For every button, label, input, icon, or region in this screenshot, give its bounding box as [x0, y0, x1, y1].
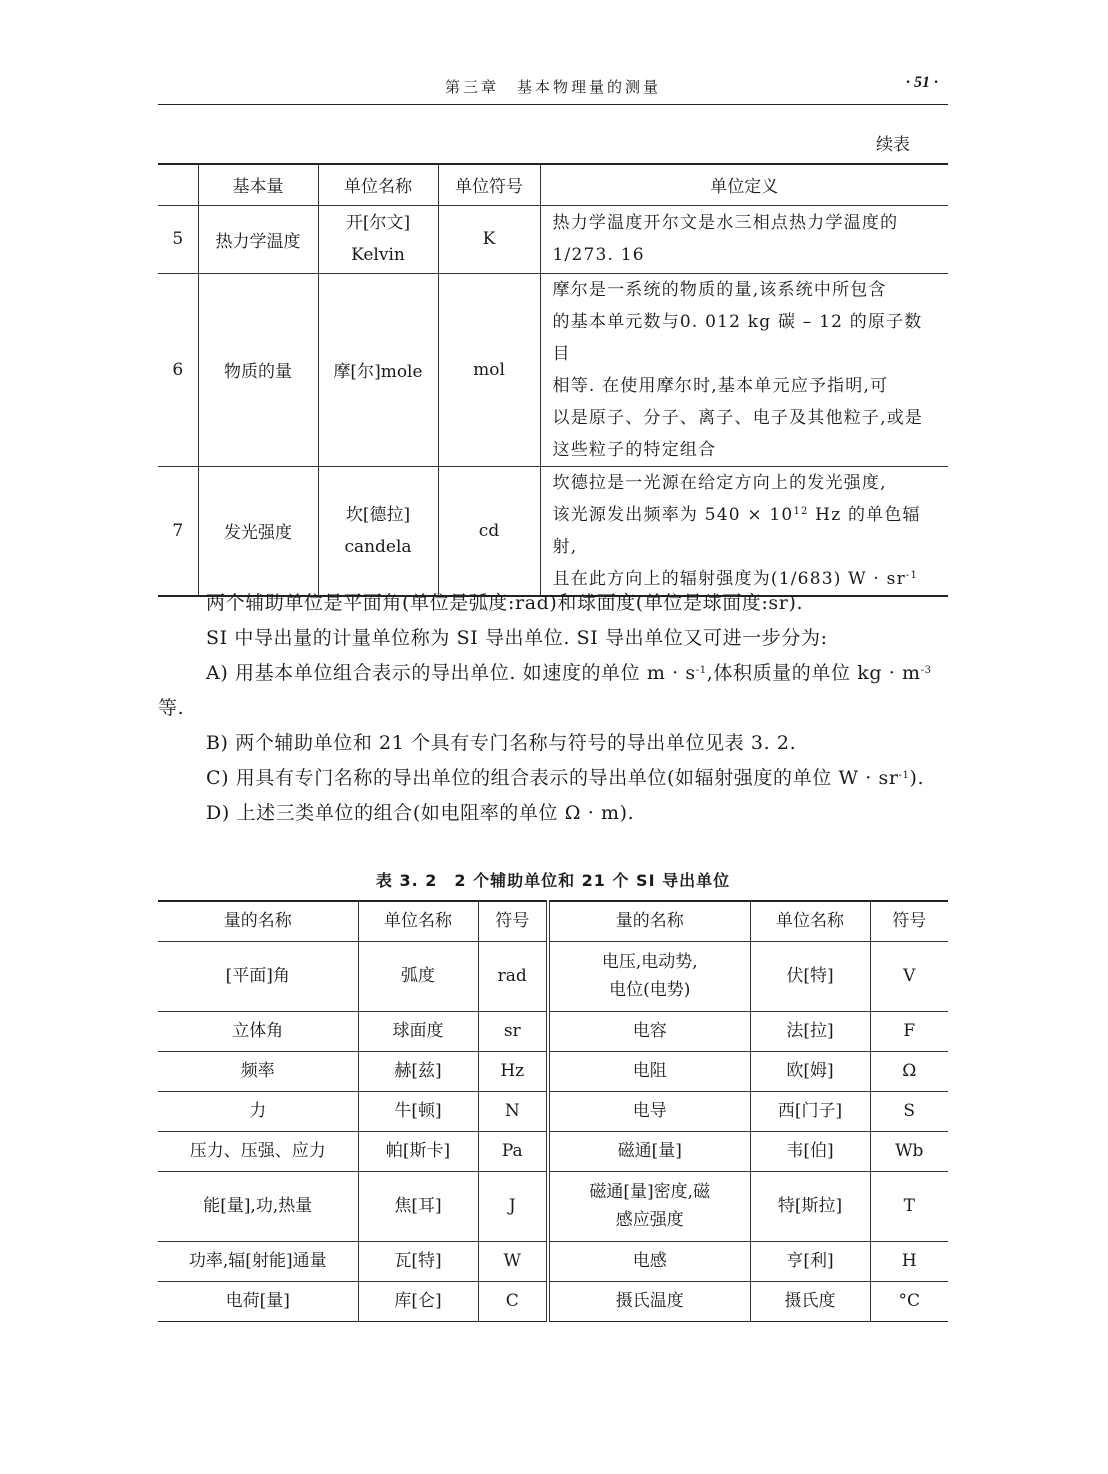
- chapter-title: 第三章 基本物理量的测量: [444, 78, 661, 96]
- table-row: [158, 1131, 948, 1171]
- symbol-cell: cd: [438, 466, 540, 596]
- quantity-cell: [548, 1011, 750, 1051]
- paragraph: [158, 761, 948, 796]
- superscript: -3: [920, 665, 932, 676]
- continued-label: 续表: [876, 135, 910, 155]
- table-header-row: [158, 164, 948, 205]
- unit-name-cell: 韦[伯]: [750, 1131, 870, 1171]
- quantity-cell: [548, 1131, 750, 1171]
- definition-line: [553, 499, 939, 563]
- unit-name-cn: 开[尔文]: [345, 213, 411, 233]
- quantity-cell: 压力、压强、应力: [158, 1131, 358, 1171]
- cell-line: 电导: [632, 1101, 667, 1121]
- unit-name-cell: 牛[顿]: [358, 1091, 478, 1131]
- definition-line: 相等. 在使用摩尔时,基本单元应予指明,可: [552, 375, 889, 396]
- unit-name-cell: 伏[特]: [750, 941, 870, 1011]
- running-head: [158, 70, 948, 105]
- column-header: 符号: [870, 901, 948, 941]
- column-header: 量的名称: [548, 901, 750, 941]
- cell-line: 电阻: [632, 1061, 667, 1081]
- body-text: [158, 586, 948, 831]
- symbol-cell: N: [478, 1091, 548, 1131]
- column-header: 单位名称: [318, 164, 438, 205]
- paragraph: B) 两个辅助单位和 21 个具有专门名称与符号的导出单位见表 3. 2.: [206, 732, 797, 754]
- table-row: [158, 1051, 948, 1091]
- text-segment: 且在此方向上的辐射强度为(1/683) W · sr: [552, 568, 906, 589]
- quantity-cell: 频率: [158, 1051, 358, 1091]
- symbol-cell: Pa: [478, 1131, 548, 1171]
- unit-name-cell: 西[门子]: [750, 1091, 870, 1131]
- symbol-cell: T: [870, 1171, 948, 1241]
- cell-line: 磁通[量]密度,磁: [589, 1182, 711, 1202]
- text-segment: 等.: [158, 697, 185, 719]
- quantity-cell: 功率,辐[射能]通量: [158, 1241, 358, 1281]
- superscript: -1: [898, 770, 910, 781]
- quantity-cell: [548, 1281, 750, 1321]
- symbol-cell: F: [870, 1011, 948, 1051]
- table-row: [158, 1241, 948, 1281]
- definition-cell: [540, 466, 948, 596]
- quantity-cell: 物质的量: [198, 273, 318, 466]
- column-header: 单位符号: [438, 164, 540, 205]
- quantity-cell: 能[量],功,热量: [158, 1171, 358, 1241]
- column-header: 符号: [478, 901, 548, 941]
- paragraph: 两个辅助单位是平面角(单位是弧度:rad)和球面度(单位是球面度:sr).: [206, 592, 804, 614]
- quantity-cell: 力: [158, 1091, 358, 1131]
- column-header: 单位名称: [358, 901, 478, 941]
- symbol-cell: rad: [478, 941, 548, 1011]
- unit-name-cell: 特[斯拉]: [750, 1171, 870, 1241]
- unit-name-cell: 球面度: [358, 1011, 478, 1051]
- unit-name-cell: 帕[斯卡]: [358, 1131, 478, 1171]
- unit-name-en: Kelvin: [351, 245, 405, 265]
- cell-line: 电压,电动势,: [601, 952, 698, 972]
- table-row: [158, 205, 948, 273]
- unit-name-cell: 欧[姆]: [750, 1051, 870, 1091]
- definition-line: 坎德拉是一光源在给定方向上的发光强度,: [552, 472, 887, 493]
- superscript: 12: [793, 505, 809, 517]
- quantity-cell: [548, 941, 750, 1011]
- column-header: 量的名称: [158, 901, 358, 941]
- quantity-cell: [548, 1241, 750, 1281]
- derived-units-table: [158, 900, 948, 1322]
- symbol-cell: H: [870, 1241, 948, 1281]
- unit-name-cell: 瓦[特]: [358, 1241, 478, 1281]
- quantity-cell: 发光强度: [198, 466, 318, 596]
- symbol-cell: °C: [898, 1291, 920, 1311]
- definition-line: 这些粒子的特定组合: [552, 439, 717, 460]
- unit-name-cn: 坎[德拉]: [345, 504, 411, 525]
- symbol-cell: J: [478, 1171, 548, 1241]
- unit-name-cell: [318, 466, 438, 596]
- quantity-cell: [548, 1091, 750, 1131]
- unit-name-cell: 弧度: [358, 941, 478, 1011]
- unit-name-cell: 法[拉]: [750, 1011, 870, 1051]
- text-segment: C) 用具有专门名称的导出单位的组合表示的导出单位(如辐射强度的单位 W · sr: [206, 767, 899, 789]
- symbol-cell: K: [438, 205, 540, 273]
- superscript: -1: [695, 665, 707, 676]
- text-segment: ,体积质量的单位 kg · m: [706, 662, 921, 684]
- table-row: [158, 941, 948, 1011]
- text-segment: Hz 的单色辐射,: [552, 504, 921, 557]
- symbol-cell: Ω: [870, 1051, 948, 1091]
- paragraph: D) 上述三类单位的组合(如电阻率的单位 Ω · m).: [206, 802, 635, 824]
- paragraph: SI 中导出量的计量单位称为 SI 导出单位. SI 导出单位又可进一步分为:: [206, 627, 828, 649]
- unit-name-cell: 摩[尔]mole: [318, 273, 438, 466]
- symbol-cell: Hz: [478, 1051, 548, 1091]
- row-number: 5: [158, 205, 198, 273]
- cell-line: 电感: [632, 1251, 667, 1271]
- quantity-cell: 热力学温度: [198, 205, 318, 273]
- superscript: -1: [905, 569, 919, 581]
- symbol-cell: S: [870, 1091, 948, 1131]
- cell-line: 磁通[量]: [617, 1141, 682, 1161]
- symbol-cell: mol: [438, 273, 540, 466]
- definition-line: 热力学温度开尔文是水三相点热力学温度的: [552, 213, 899, 233]
- unit-name-cell: 赫[兹]: [358, 1051, 478, 1091]
- quantity-cell: 立体角: [158, 1011, 358, 1051]
- quantity-cell: 电荷[量]: [158, 1281, 358, 1321]
- symbol-cell: W: [478, 1241, 548, 1281]
- quantity-cell: [548, 1051, 750, 1091]
- table-header-row: [158, 901, 948, 941]
- text-segment: ).: [909, 767, 925, 789]
- unit-name-en: candela: [344, 536, 412, 557]
- unit-name-cell: 摄氏度: [750, 1281, 870, 1321]
- base-units-table: [158, 163, 948, 597]
- table-caption: 表 3. 2 2 个辅助单位和 21 个 SI 导出单位: [375, 871, 731, 890]
- symbol-cell: sr: [478, 1011, 548, 1051]
- table-row: [158, 1091, 948, 1131]
- definition-cell: [540, 205, 948, 273]
- column-header: [158, 164, 198, 205]
- page-number: · 51 ·: [906, 74, 938, 91]
- column-header: 基本量: [198, 164, 318, 205]
- definition-line: 1/273. 16: [552, 245, 645, 265]
- symbol-cell: V: [870, 941, 948, 1011]
- definition-line: 的基本单元数与0. 012 kg 碳 – 12 的原子数目: [552, 311, 923, 364]
- text-segment: A) 用基本单位组合表示的导出单位. 如速度的单位 m · s: [206, 662, 696, 684]
- cell-line: 电位(电势): [609, 980, 691, 1000]
- unit-name-cell: 亨[利]: [750, 1241, 870, 1281]
- paragraph: [158, 656, 948, 726]
- row-number: 6: [158, 273, 198, 466]
- row-number: 7: [158, 466, 198, 596]
- table-row: [158, 466, 948, 596]
- table-row: [158, 273, 948, 466]
- column-header: 单位名称: [750, 901, 870, 941]
- table-row: [158, 1011, 948, 1051]
- cell-line: 摄氏温度: [615, 1291, 684, 1311]
- definition-line: 摩尔是一系统的物质的量,该系统中所包含: [552, 279, 887, 300]
- quantity-cell: [548, 1171, 750, 1241]
- definition-cell: [540, 273, 948, 466]
- cell-line: 电容: [632, 1021, 667, 1041]
- cell-line: 感应强度: [615, 1210, 684, 1230]
- symbol-cell: Wb: [870, 1131, 948, 1171]
- column-header: 单位定义: [540, 164, 948, 205]
- quantity-cell: [平面]角: [158, 941, 358, 1011]
- unit-name-cell: 焦[耳]: [358, 1171, 478, 1241]
- unit-name-cell: 库[仑]: [358, 1281, 478, 1321]
- unit-name-cell: [318, 205, 438, 273]
- definition-line: 以是原子、分子、离子、电子及其他粒子,或是: [552, 407, 924, 428]
- table-row: [158, 1281, 948, 1321]
- symbol-cell: C: [478, 1281, 548, 1321]
- text-segment: 该光源发出频率为 540 × 10: [552, 504, 794, 525]
- table-row: [158, 1171, 948, 1241]
